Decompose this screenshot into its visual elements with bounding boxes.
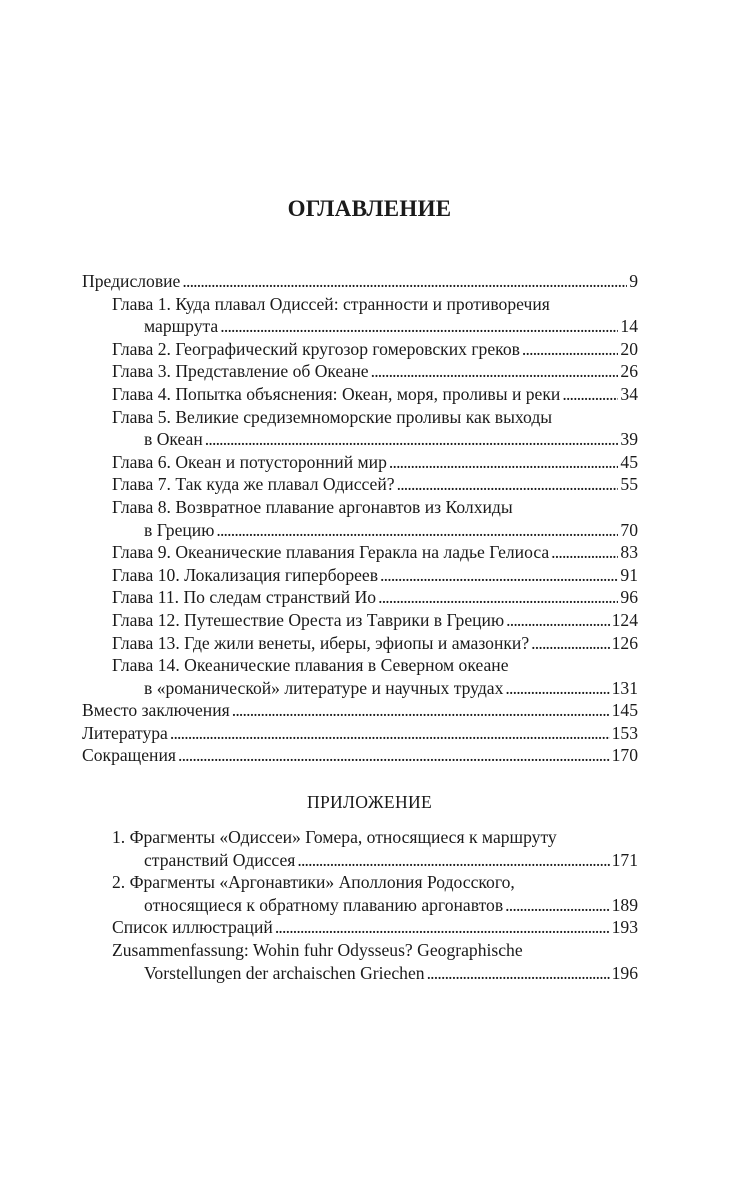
dot-leader — [505, 894, 609, 917]
toc-page-number: 196 — [611, 962, 638, 983]
toc-entry-title: в Грецию — [144, 519, 215, 540]
toc-page-number: 91 — [620, 564, 638, 585]
toc-page-number: 55 — [620, 474, 638, 495]
toc-entry-title: в Океан — [144, 429, 203, 450]
toc-entry-title: Глава 6. Океан и потусторонний мир — [112, 451, 387, 472]
toc-page-number: 126 — [611, 632, 638, 653]
toc-entry-title: Предисловие — [82, 271, 181, 291]
dot-leader — [275, 916, 610, 939]
dot-leader — [389, 451, 619, 474]
dot-leader — [522, 338, 618, 361]
dot-leader — [205, 428, 619, 451]
toc-page-number: 9 — [629, 271, 638, 291]
toc-entry-title: Глава 10. Локализация гипербореев — [112, 564, 379, 585]
toc-entry-title: Глава 3. Представление об Океане — [112, 361, 369, 382]
toc-entry[interactable] — [82, 496, 638, 541]
toc-main — [82, 270, 638, 767]
toc-entry-title: Глава 12. Путешествие Ореста из Таврики в Грецию — [112, 609, 505, 630]
toc-entry-title: Глава 8. Возвратное плавание аргонавтов из Колхиды — [112, 496, 513, 517]
dot-leader — [378, 586, 618, 609]
toc-page-number: 145 — [611, 700, 638, 721]
toc-entry[interactable] — [82, 564, 638, 587]
dot-leader — [427, 962, 610, 985]
dot-leader — [562, 383, 618, 406]
toc-entry[interactable] — [82, 293, 638, 338]
dot-leader — [506, 609, 609, 632]
toc-page-number: 83 — [620, 542, 638, 563]
toc-entry-title: Литература — [82, 722, 168, 743]
dot-leader — [371, 360, 619, 383]
toc-page-number: 70 — [620, 519, 638, 540]
dot-leader — [170, 722, 610, 745]
toc-page-number: 34 — [620, 383, 638, 404]
toc-entry[interactable] — [82, 360, 638, 383]
toc-entry[interactable] — [82, 871, 638, 916]
toc-page-number: 193 — [611, 917, 638, 938]
toc-entry[interactable] — [82, 338, 638, 361]
toc-entry[interactable] — [82, 699, 638, 722]
dot-leader — [297, 849, 609, 872]
toc-page-number: 96 — [620, 587, 638, 608]
toc-page-number: 39 — [620, 429, 638, 450]
toc-entry-title: в «романической» литературе и научных трудах — [144, 677, 504, 698]
toc-entry[interactable] — [82, 654, 638, 699]
toc-entry[interactable] — [82, 586, 638, 609]
toc-entry[interactable] — [82, 744, 638, 767]
dot-leader — [505, 677, 609, 700]
toc-entry-title: Vorstellungen der archaischen Griechen — [144, 962, 425, 983]
toc-entry-title: Глава 14. Океанические плавания в Северном океане — [112, 655, 509, 676]
toc-page-number: 26 — [620, 361, 638, 382]
toc-entry[interactable] — [82, 406, 638, 451]
toc-entry-title: Глава 7. Так куда же плавал Одиссей? — [112, 474, 395, 495]
toc-entry-title: 1. Фрагменты «Одиссеи» Гомера, относящиеся к маршруту — [112, 827, 557, 847]
dot-leader — [216, 519, 618, 542]
toc-page-number: 153 — [611, 722, 638, 743]
toc-entry-title: Глава 11. По следам странствий Ио — [112, 587, 377, 608]
toc-page-number: 189 — [611, 894, 638, 915]
toc-page-number: 20 — [620, 338, 638, 359]
appendix-heading: ПРИЛОЖЕНИЕ — [306, 792, 433, 812]
toc-entry-title: Глава 2. Географический кругозор гомеровских греков — [112, 338, 520, 359]
toc-entry-title: странствий Одиссея — [144, 849, 296, 870]
dot-leader — [531, 632, 609, 655]
toc-page-number: 124 — [611, 609, 638, 630]
dot-leader — [397, 473, 619, 496]
toc-entry[interactable] — [82, 722, 638, 745]
toc-page-number: 45 — [620, 451, 638, 472]
toc-entry-title: Глава 13. Где жили венеты, иберы, эфиопы и амазонки? — [112, 632, 530, 653]
toc-entry-title: Глава 5. Великие средиземноморские проливы как выходы — [112, 406, 553, 427]
toc-entry[interactable] — [82, 826, 638, 871]
toc-entry[interactable] — [82, 632, 638, 655]
toc-entry[interactable] — [82, 473, 638, 496]
dot-leader — [220, 315, 618, 338]
toc-entry-title: маршрута — [144, 316, 219, 337]
toc-entry[interactable] — [82, 939, 638, 984]
dot-leader — [551, 541, 618, 564]
toc-page-number: 131 — [611, 677, 638, 698]
toc-entry-title: 2. Фрагменты «Аргонавтики» Аполлония Родосского, — [112, 872, 515, 893]
toc-entry-title: относящиеся к обратному плаванию аргонавтов — [144, 894, 504, 915]
toc-entry[interactable] — [82, 383, 638, 406]
page-title: ОГЛАВЛЕНИЕ — [287, 196, 452, 221]
toc-entry-title: Глава 1. Куда плавал Одиссей: странности и противоречия — [112, 293, 550, 314]
toc-entry[interactable] — [82, 270, 638, 293]
toc-page-number: 170 — [611, 745, 638, 766]
toc-entry[interactable] — [82, 451, 638, 474]
dot-leader — [380, 564, 618, 587]
toc-page-number: 171 — [611, 849, 638, 870]
toc-entry-title: Глава 9. Океанические плавания Геракла на ладье Гелиоса — [112, 542, 550, 563]
toc-entry[interactable] — [82, 541, 638, 564]
dot-leader — [182, 270, 627, 293]
toc-entry[interactable] — [82, 916, 638, 939]
toc-appendix — [82, 826, 638, 984]
dot-leader — [232, 699, 610, 722]
toc-entry-title: Zusammenfassung: Wohin fuhr Odysseus? Geographische — [112, 939, 523, 960]
toc-entry-title: Глава 4. Попытка объяснения: Океан, моря, проливы и реки — [112, 383, 561, 404]
toc-entry[interactable] — [82, 609, 638, 632]
toc-entry-title: Сокращения — [82, 745, 176, 766]
toc-entry-title: Вместо заключения — [82, 700, 230, 721]
dot-leader — [178, 744, 610, 767]
toc-entry-title: Список иллюстраций — [112, 917, 273, 938]
toc-page-number: 14 — [620, 316, 638, 337]
